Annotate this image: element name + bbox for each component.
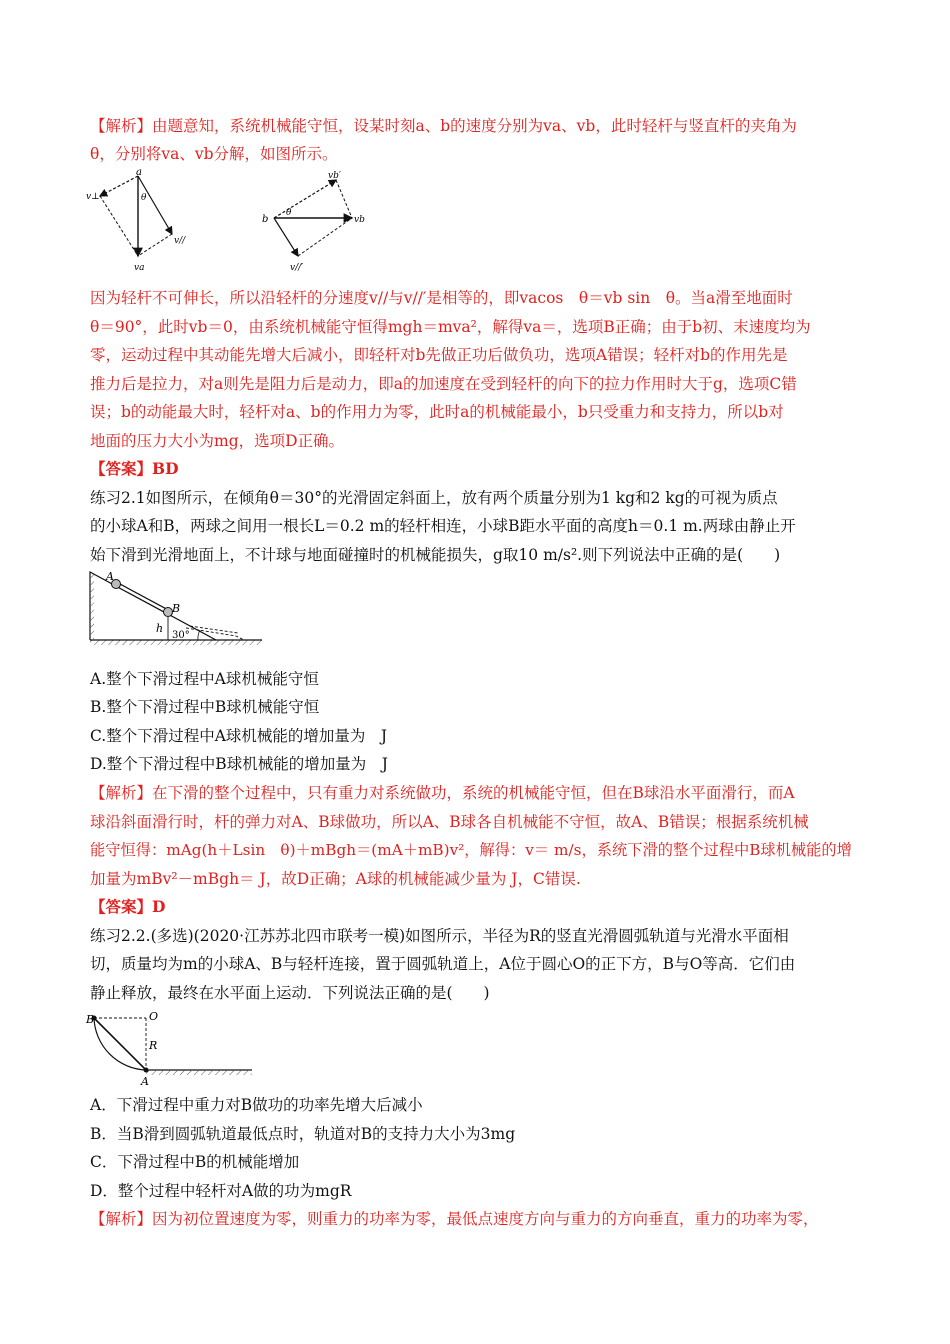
exercise22-analysis-line-1: 【解析】因为初位置速度为零，则重力的功率为零，最低点速度方向与重力的方向垂直，重力的功率为零， (90, 1210, 819, 1228)
exercise21-analysis-line-3: 能守恒得：mAg(h＋Lsin θ)＋mBgh＝(mA＋mB)v²，解得：v＝ m/s，系统下滑的整个过程中B球机械能的增 (90, 841, 852, 859)
exercise21-line-3: 始下滑到光滑地面上，不计球与地面碰撞时的机械能损失，g取10 m/s².则下列说法中正确的是( ) (90, 546, 781, 564)
analysis1-body-line-6: 地面的压力大小为mg，选项D正确。 (90, 432, 345, 450)
incline-figure (86, 568, 266, 648)
analysis1-body-line-1: 因为轻杆不可伸长，所以沿轻杆的分速度v//与v//′是相等的，即vacos θ＝vb sin θ。当a滑至地面时 (90, 289, 793, 307)
exercise21-option-d: D.整个下滑过程中B球机械能的增加量为 J (90, 755, 388, 773)
label-O: O (149, 1010, 159, 1023)
label-v-par: v// (174, 236, 186, 246)
exercise21-analysis-line-2: 球沿斜面滑行时，杆的弹力对A、B球做功，所以A、B球各自机械能不守恒，故A、B错误；根据系统机械 (90, 813, 809, 831)
label-a: a (136, 168, 142, 178)
exercise22-line-2: 切，质量均为m的小球A、B与轻杆连接，置于圆弧轨道上，A位于圆心O的正下方，B与O等高．它们由 (90, 955, 796, 973)
label-angle: 30° (172, 630, 190, 641)
exercise22-line-1: 练习2.2.(多选)(2020·江苏苏北四市联考一模)如图所示，半径为R的竖直光滑圆弧轨道与光滑水平面相 (90, 927, 789, 945)
label-b: b (262, 214, 269, 225)
exercise21-analysis-line-4: 加量为mBv²－mBgh＝ J，故D正确；A球的机械能减少量为 J，C错误. (90, 870, 581, 888)
exercise21-option-a: A.整个下滑过程中A球机械能守恒 (90, 670, 319, 688)
label-vb: vb (354, 215, 365, 225)
analysis1-body-line-2: θ＝90°，此时vb＝0，由系统机械能守恒得mgh＝mva²，解得va＝，选项B正确；由于b初、末速度均为 (90, 318, 811, 336)
label-v-perp: v⊥ (86, 192, 100, 202)
analysis1-line-2: θ，分别将va、vb分解，如图所示。 (90, 145, 338, 163)
velocity-decomposition-a-figure (84, 168, 194, 278)
label-B-2: B (86, 1013, 95, 1026)
label-theta-2: θ (286, 208, 292, 218)
label-A: A (106, 570, 114, 583)
exercise22-option-c: C．下滑过程中B的机械能增加 (90, 1153, 300, 1171)
label-va: va (134, 263, 145, 273)
label-A-2: A (141, 1075, 149, 1088)
label-v-par-2: v//′ (290, 263, 304, 273)
label-theta: θ (141, 193, 147, 203)
exercise22-option-a: A．下滑过程中重力对B做功的功率先增大后减小 (90, 1096, 423, 1114)
label-h: h (156, 622, 164, 635)
exercise21-option-c: C.整个下滑过程中A球机械能的增加量为 J (90, 727, 388, 745)
arc-track-figure (84, 1008, 259, 1088)
exercise21-line-1: 练习2.1如图所示，在倾角θ＝30°的光滑固定斜面上，放有两个质量分别为1 kg和2 kg的可视为质点 (90, 489, 778, 507)
exercise21-line-2: 的小球A和B，两球之间用一根长L＝0.2 m的轻杆相连，小球B距水平面的高度h＝0.1 m.两球由静止开 (90, 517, 796, 535)
answer-2: 【答案】D (90, 897, 166, 916)
label-R: R (149, 1039, 158, 1052)
velocity-decomposition-b-figure (258, 168, 368, 278)
exercise22-line-3: 静止释放，最终在水平面上运动．下列说法正确的是( ) (90, 984, 490, 1002)
analysis1-body-line-4: 推力后是拉力，对a则先是阻力后是动力，即a的加速度在受到轻杆的向下的拉力作用时大于g，选项C错 (90, 375, 797, 393)
exercise21-analysis-line-1: 【解析】在下滑的整个过程中，只有重力对系统做功，系统的机械能守恒，但在B球沿水平面滑行，而A (90, 784, 795, 802)
exercise21-option-b: B.整个下滑过程中B球机械能守恒 (90, 698, 320, 716)
analysis1-body-line-5: 误；b的动能最大时，轻杆对a、b的作用力为零，此时a的机械能最小，b只受重力和支持力，所以b对 (90, 403, 784, 421)
analysis1-line-1: 【解析】由题意知，系统机械能守恒，设某时刻a、b的速度分别为va、vb，此时轻杆与竖直杆的夹角为 (90, 117, 797, 135)
exercise22-option-b: B．当B滑到圆弧轨道最低点时，轨道对B的支持力大小为3mg (90, 1125, 516, 1143)
analysis1-body-line-3: 零，运动过程中其动能先增大后减小，即轻杆对b先做正功后做负功，选项A错误；轻杆对b的作用先是 (90, 346, 788, 364)
label-vb-perp: vb′ (328, 171, 341, 181)
label-B: B (172, 602, 181, 615)
answer-1: 【答案】BD (90, 459, 179, 478)
exercise22-option-d: D．整个过程中轻杆对A做的功为mgR (90, 1182, 352, 1200)
